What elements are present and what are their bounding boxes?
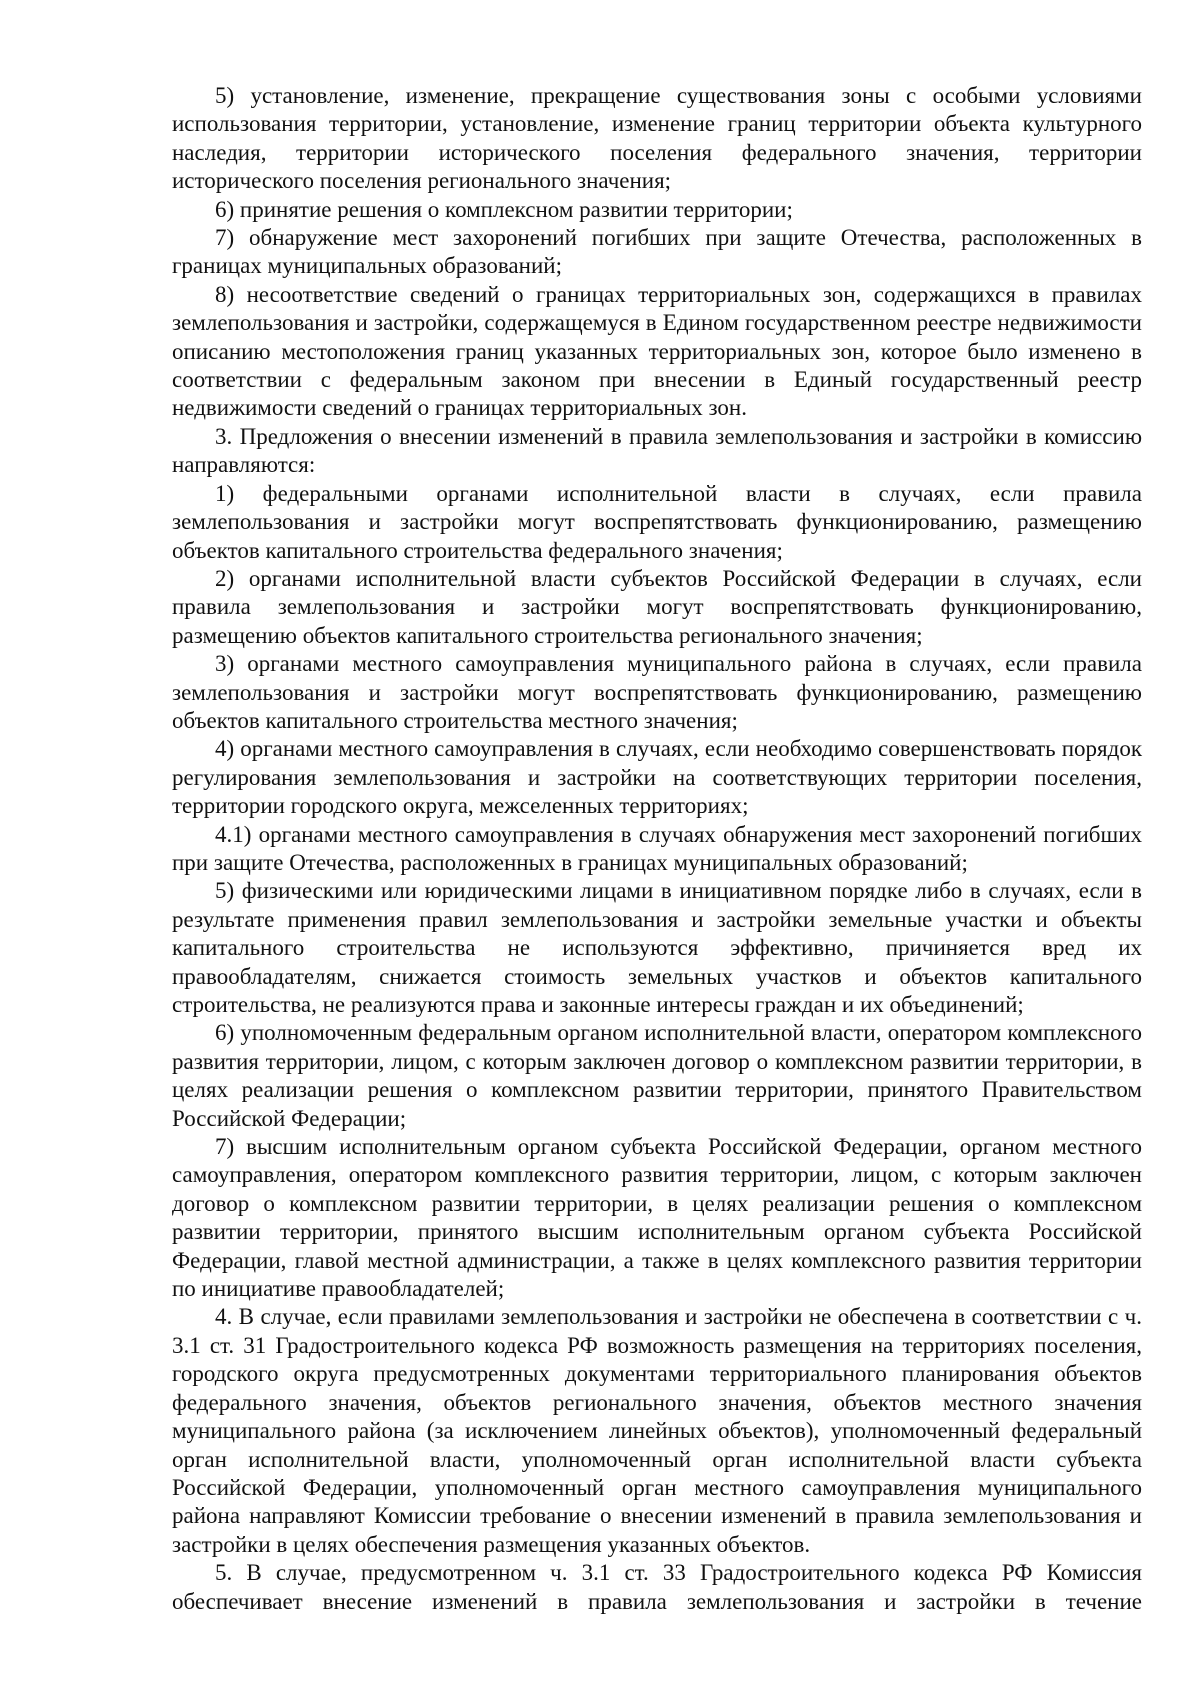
document-page bbox=[172, 82, 1142, 1616]
paragraph-section-4: 4. В случае, если правилами землепользования и застройки не обеспечена в соответствии с ч. 3.1 ст. 31 Градостроительного кодекса РФ возможность размещения на территориях поселения, городского округа предусмотренных документами территориального планирования объектов федерального значения, объектов регионального значения, объектов местного значения муниципального района (за исключением линейных объектов), уполномоченный федеральный орган исполнительной власти, уполномоченный орган исполнительной власти субъекта Российской Федерации, уполномоченный орган местного самоуправления муниципального района направляют Комиссии требование о внесении изменений в правила землепользования и застройки в целях обеспечения размещения указанных объектов. bbox=[172, 1304, 1142, 1557]
paragraph-section-3-item-4-1: 4.1) органами местного самоуправления в случаях обнаружения мест захоронений погибших при защите Отечества, расположенных в границах муниципальных образований; bbox=[172, 821, 1142, 875]
paragraph-section-3-item-2: 2) органами исполнительной власти субъектов Российской Федерации в случаях, если правила землепользования и застройки могут воспрепятствовать функционированию, размещению объектов капитального строительства регионального значения; bbox=[172, 565, 1142, 648]
paragraph-section-3: 3. Предложения о внесении изменений в правила землепользования и застройки в комиссию направляются: bbox=[172, 423, 1142, 478]
paragraph-section-3-item-7: 7) высшим исполнительным органом субъекта Российской Федерации, органом местного самоуправления, оператором комплексного развития территории, лицом, с которым заключен договор о комплексном развитии территории, в целях реализации решения о комплексном развитии территории, принятого высшим исполнительным органом субъекта Российской Федерации, главой местной администрации, а также в целях комплексного развития территории по инициативе правообладателей; bbox=[172, 1134, 1142, 1302]
paragraph-item-8-mismatch: 8) несоответствие сведений о границах территориальных зон, содержащихся в правилах землепользования и застройки, содержащемуся в Едином государственном реестре недвижимости описанию местоположения границ указанных территориальных зон, которое было изменено в соответствии с федеральным законом при внесении в Единый государственный реестр недвижимости сведений о границах территориальных зон. bbox=[172, 281, 1142, 421]
paragraph-section-5: 5. В случае, предусмотренном ч. 3.1 ст. 33 Градостроительного кодекса РФ Комиссия обеспечивает внесение изменений в правила землепользования и застройки в течение bbox=[172, 1560, 1142, 1614]
paragraph-section-3-item-6: 6) уполномоченным федеральным органом исполнительной власти, оператором комплексного развития территории, лицом, с которым заключен договор о комплексном развитии территории, в целях реализации решения о комплексном развитии территории, принятого Правительством Российской Федерации; bbox=[172, 1020, 1142, 1131]
paragraph-section-3-item-4: 4) органами местного самоуправления в случаях, если необходимо совершенствовать порядок регулирования землепользования и застройки на соответствующих территории поселения, территории городского округа, межселенных территориях; bbox=[172, 736, 1142, 819]
paragraph-item-6-complex-development: 6) принятие решения о комплексном развитии территории; bbox=[215, 196, 793, 222]
paragraph-section-3-item-1: 1) федеральными органами исполнительной власти в случаях, если правила землепользования и застройки могут воспрепятствовать функционированию, размещению объектов капитального строительства федерального значения; bbox=[172, 480, 1142, 563]
paragraph-section-3-item-5: 5) физическими или юридическими лицами в инициативном порядке либо в случаях, если в результате применения правил землепользования и застройки земельные участки и объекты капитального строительства не используются эффективно, причиняется вред их правообладателям, снижается стоимость земельных участков и объектов капитального строительства, не реализуются права и законные интересы граждан и их объединений; bbox=[172, 878, 1142, 1017]
paragraph-section-3-item-3: 3) органами местного самоуправления муниципального района в случаях, если правила землепользования и застройки могут воспрепятствовать функционированию, размещению объектов капитального строительства местного значения; bbox=[172, 651, 1142, 733]
paragraph-item-7-burials: 7) обнаружение мест захоронений погибших при защите Отечества, расположенных в границах муниципальных образований; bbox=[172, 225, 1142, 279]
paragraph-item-5-zones: 5) установление, изменение, прекращение существования зоны с особыми условиями использования территории, установление, изменение границ территории объекта культурного наследия, территории исторического поселения федерального значения, территории исторического поселения регионального значения; bbox=[172, 83, 1142, 194]
